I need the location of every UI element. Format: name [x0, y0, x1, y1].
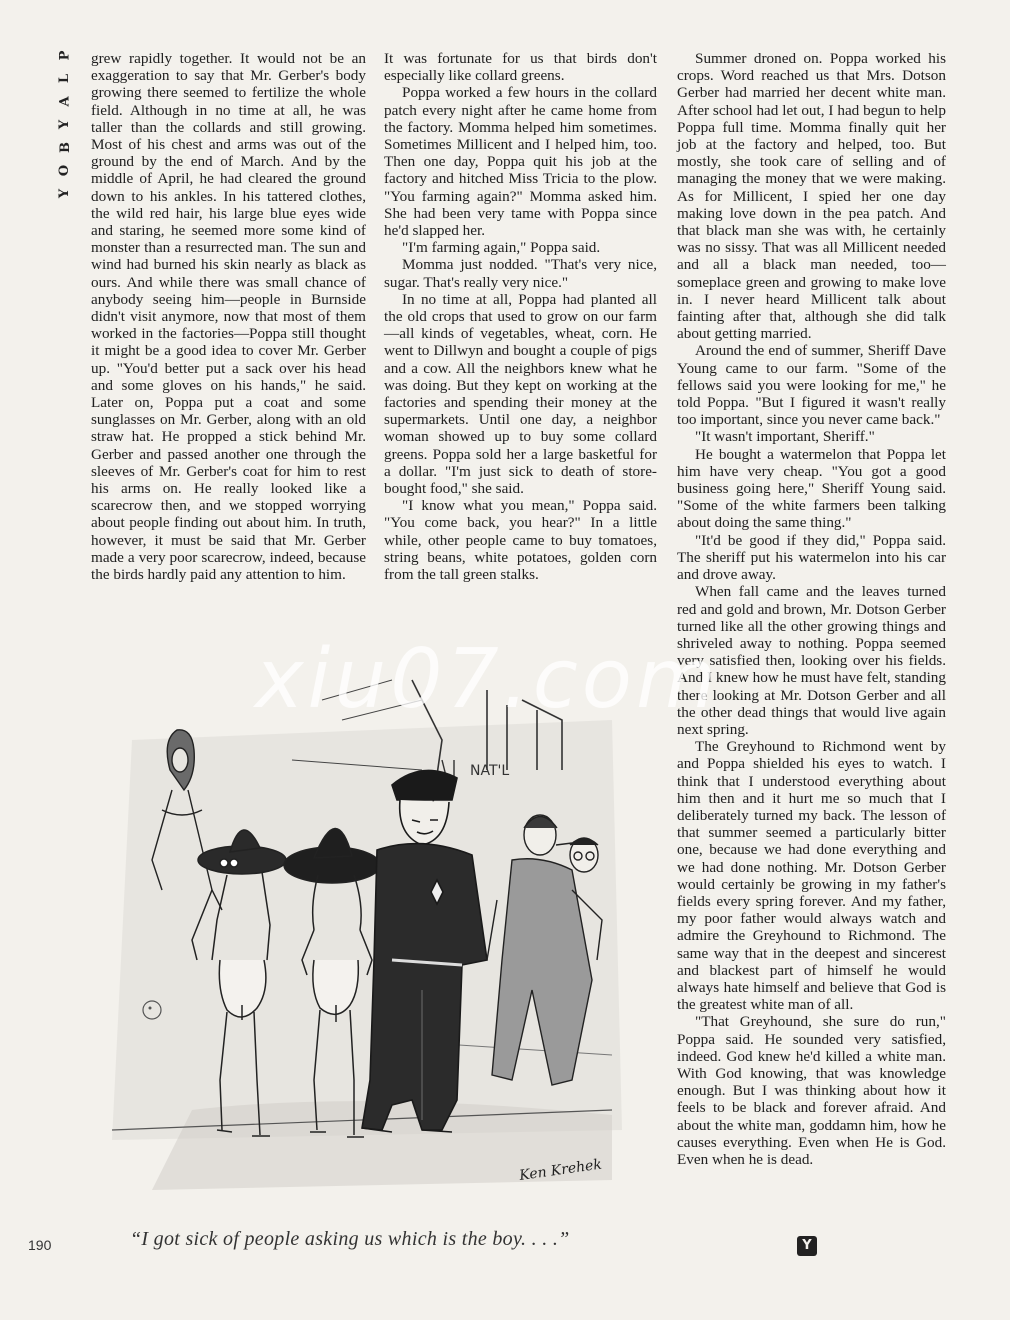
text-column-2 — [384, 50, 657, 583]
storefront-sign: NAT'L — [470, 763, 510, 779]
running-head — [54, 45, 76, 204]
running-head-letter: O — [57, 164, 73, 177]
paragraph: When fall came and the leaves turned red and gold and brown, Mr. Dotson Gerber turned like all the other growing things and shriveled away to nothing. Poppa seemed very satisfied then, looking over his fields. And I knew how he must have felt, standing there looking at Mr. Dotson Gerber and all the other dead things that would live again next spring. — [677, 583, 946, 738]
paragraph: Momma just nodded. "That's very nice, sugar. That's really very nice." — [384, 256, 657, 291]
signature-text: Ken Krehek — [518, 1156, 603, 1184]
paragraph: "I know what you mean," Poppa said. "You come back, you hear?" In a little while, other people came to buy tomatoes, string beans, white potatoes, golden corn from the tall green stalks. — [384, 497, 657, 584]
running-head-letter: B — [57, 142, 73, 153]
running-head-letter: A — [57, 96, 73, 107]
page-number: 190 — [28, 1237, 52, 1253]
watermark-overlay: xiu07.com — [255, 632, 720, 727]
paragraph: He bought a watermelon that Poppa let him have very cheap. "You got a good business going here," Sheriff Young said. "Some of the white farmers been talking about doing the same thing." — [677, 445, 946, 532]
paragraph: Poppa worked a few hours in the collard patch every night after he came home from the factory. Momma helped him sometimes. Sometimes Millicent and I helped him, too. Then one day, Poppa quit his job at the factory and hitched Miss Tricia to the plow. "You farming again?" Momma asked him. She had been very tame with Poppa since he'd slapped her. — [384, 84, 657, 240]
running-head-letter: P — [57, 50, 73, 61]
paragraph: Around the end of summer, Sheriff Dave Young came to our farm. "Some of the fellows said you were looking for me," he told Poppa. "But I figured it wasn't really too important, since you never came back." — [677, 342, 946, 429]
paragraph: The Greyhound to Richmond went by and Poppa shielded his eyes to watch. I think that I understood everything about him then and it hurt me so much that I deliberately turned my back. The lesson of that summer seemed a particularly bitter one, because we had done everything and we had done nothing. Mr. Dotson Gerber would certainly be growing in my father's fields every spring forever. And my father, my poor father would always watch and admire the Greyhound to Richmond. The same way that in the deepest and sincerest and blackest part of himself he would always hate himself and believe that God is the greatest white man of all. — [677, 738, 946, 1014]
paragraph: It was fortunate for us that birds don't especially like collard greens. — [384, 50, 657, 85]
cartoon-illustration — [92, 660, 632, 1215]
text-column-1 — [91, 50, 366, 583]
cartoon-caption: “I got sick of people asking us which is the boy. . . .” — [130, 1228, 570, 1250]
end-mark-icon: Y — [797, 1236, 817, 1256]
text-column-3 — [677, 50, 946, 1168]
running-head-letter: Y — [57, 119, 73, 130]
paragraph: In no time at all, Poppa had planted all the old crops that used to grow on our farm—all kinds of vegetables, wheat, corn. He went to Dillwyn and bought a couple of pigs and a cow. All the neighbors knew what he was doing. But they kept on working at the factories and spending their money at the supermarkets. Until one day, a neighbor woman showed up to buy some collard greens. Poppa sold her a large basketful for a dollar. "I'm just sick to death of store-bought food," she said. — [384, 290, 657, 498]
paragraph: "It wasn't important, Sheriff." — [695, 428, 875, 446]
paragraph: "It'd be good if they did," Poppa said. The sheriff put his watermelon into his car and drove away. — [677, 531, 946, 584]
running-head-letter: L — [57, 73, 73, 84]
paragraph: Summer droned on. Poppa worked his crops. Word reached us that Mrs. Dotson Gerber had married her decent white man. After school had let out, I had begun to help Poppa full time. Momma finally quit her job at the factory and helped, too. But mostly, she took care of selling and of managing the money that we were making. As for Millicent, I spied her one day making love down in the pea patch. And that black man she was with, he certainly was no sissy. That was all Millicent needed and all a black man needed, too—someplace green and growing to make love in. I never heard Millicent talk about fainting after that, although she did talk about getting married. — [677, 50, 946, 343]
paragraph: grew rapidly together. It would not be an exaggeration to say that Mr. Gerber's body growing there seemed to fertilize the whole field. Although in no time at all, he was taller than the collards and still growing. Most of his chest and arms was out of the ground by the end of March. And by the middle of April, he had cleared the ground down to his ankles. In his tattered clothes, the wild red hair, his large blue eyes wide and staring, he seemed more some kind of monster than a resurrected man. The sun and wind had burned his skin nearly as black as ours. And while there was small chance of anybody seeing him—people in Burnside didn't visit anymore, now that most of them worked in the factories—Poppa still thought it might be a good idea to cover Mr. Gerber up. "You'd better put a sack over his head and some gloves on his hands," he said. Later on, Poppa put a coat and some sunglasses on Mr. Gerber, along with an old straw hat. He propped a stick behind Mr. Gerber and passed another one through the sleeves of Mr. Gerber's coat for him to rest his arms on. He really looked like a scarecrow then, and we stopped worrying about people finding out about him. In truth, however, it must be said that Mr. Gerber made a very poor scarecrow, indeed, because the birds hardly paid any attention to him. — [91, 50, 366, 584]
running-head-letter: Y — [57, 188, 73, 199]
paragraph: "I'm farming again," Poppa said. — [402, 239, 601, 257]
paragraph: "That Greyhound, she sure do run," Poppa said. He sounded very satisfied, indeed. God knew he'd killed a white man. With God knowing, that was knowledge enough. But I was thinking about how it feels to be black and forever afraid. And about the white man, goddamn him, how he causes everything. Even when He is God. Even when he is dead. — [677, 1013, 946, 1168]
bystander-glasses-figure — [570, 838, 598, 872]
